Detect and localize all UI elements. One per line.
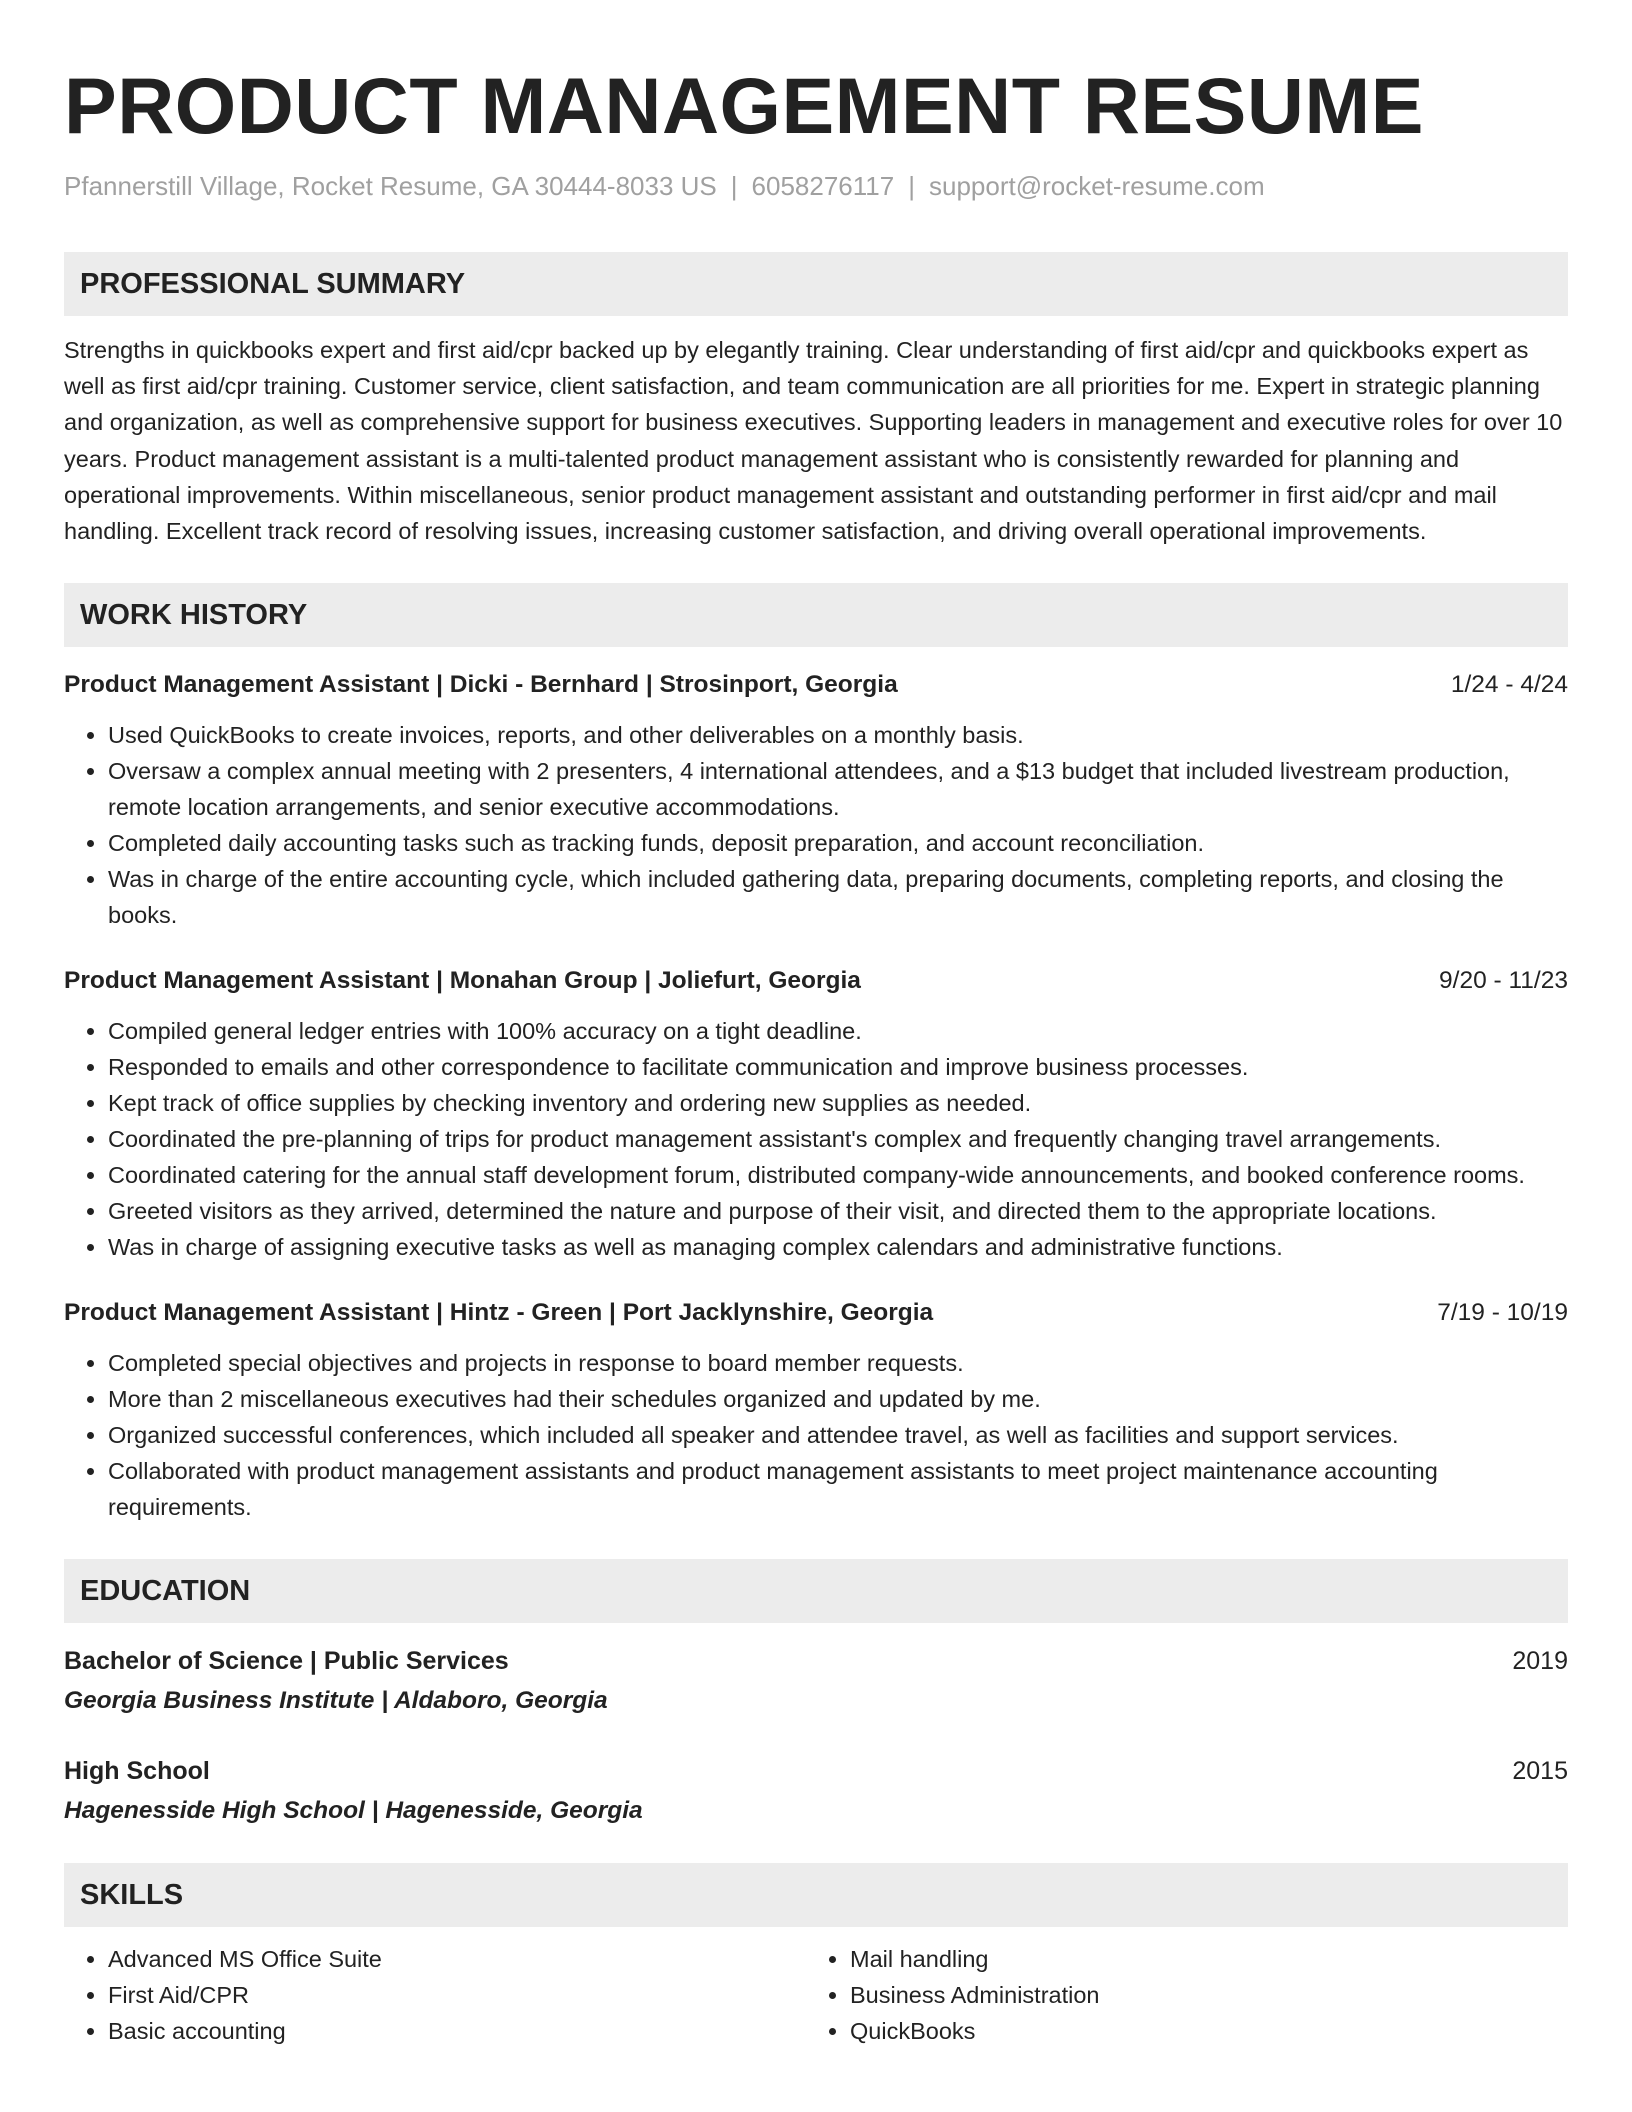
job-title: Product Management Assistant | Hintz - Green | Port Jacklynshire, Georgia — [64, 1299, 934, 1327]
skills-column-left — [64, 1941, 806, 2049]
job-title: Product Management Assistant | Dicki - Bernhard | Strosinport, Georgia — [64, 671, 898, 699]
skill-item: • Basic accounting — [108, 2013, 806, 2049]
job-bullets — [64, 717, 1568, 933]
list-item: • Coordinated catering for the annual staff development forum, distributed company-wide announcements, and booked conference rooms. — [108, 1157, 1568, 1193]
job-bullets — [64, 1345, 1568, 1525]
education-school: Georgia Business Institute | Aldaboro, Georgia — [64, 1687, 608, 1715]
list-item: • Compiled general ledger entries with 100% accuracy on a tight deadline. — [108, 1013, 1568, 1049]
job-entry — [64, 963, 1568, 1265]
list-item: • Completed daily accounting tasks such as tracking funds, deposit preparation, and account reconciliation. — [108, 825, 1568, 861]
contact-separator: | — [730, 171, 738, 201]
skill-item: • Business Administration — [850, 1977, 1548, 2013]
list-item: • More than 2 miscellaneous executives had their schedules organized and updated by me. — [108, 1381, 1568, 1417]
list-item: • Kept track of office supplies by checking inventory and ordering new supplies as needed. — [108, 1085, 1568, 1121]
contact-email: support@rocket-resume.com — [928, 171, 1265, 201]
education-degree: Bachelor of Science | Public Services — [64, 1647, 509, 1676]
resume-title: PRODUCT MANAGEMENT RESUME — [64, 61, 1424, 150]
section-heading-work-history: WORK HISTORY — [64, 583, 1568, 647]
skills-grid — [64, 1941, 1568, 2049]
job-entry — [64, 667, 1568, 933]
list-item: • Organized successful conferences, which included all speaker and attendee travel, as well as facilities and support services. — [108, 1417, 1568, 1453]
list-item: • Was in charge of the entire accounting cycle, which included gathering data, preparing documents, completing reports, and closing the books. — [108, 861, 1568, 933]
list-item: • Used QuickBooks to create invoices, reports, and other deliverables on a monthly basis. — [108, 717, 1568, 753]
job-dates: 7/19 - 10/19 — [1437, 1299, 1568, 1327]
education-school: Hagenesside High School | Hagenesside, Georgia — [64, 1797, 643, 1825]
list-item: • Greeted visitors as they arrived, determined the nature and purpose of their visit, and directed them to the appropriate locations. — [108, 1193, 1568, 1229]
skill-item: • QuickBooks — [850, 2013, 1548, 2049]
job-dates: 1/24 - 4/24 — [1450, 671, 1568, 699]
education-entry — [64, 1643, 1568, 1719]
job-title: Product Management Assistant | Monahan Group | Joliefurt, Georgia — [64, 967, 861, 995]
education-year: 2015 — [1512, 1757, 1568, 1786]
skill-item: • Mail handling — [850, 1941, 1548, 1977]
contact-address: Pfannerstill Village, Rocket Resume, GA 30444-8033 US — [64, 171, 717, 201]
list-item: • Completed special objectives and projects in response to board member requests. — [108, 1345, 1568, 1381]
skills-column-right — [806, 1941, 1548, 2049]
section-heading-summary: PROFESSIONAL SUMMARY — [64, 252, 1568, 316]
list-item: • Oversaw a complex annual meeting with 2 presenters, 4 international attendees, and a $13 budget that included livestream production, remote location arrangements, and senior executive accommodations. — [108, 753, 1568, 825]
list-item: • Responded to emails and other correspondence to facilitate communication and improve business processes. — [108, 1049, 1568, 1085]
education-degree: High School — [64, 1757, 210, 1786]
skill-item: • Advanced MS Office Suite — [108, 1941, 806, 1977]
education-year: 2019 — [1512, 1647, 1568, 1676]
skill-item: • First Aid/CPR — [108, 1977, 806, 2013]
contact-line — [64, 168, 1568, 204]
job-entry — [64, 1295, 1568, 1525]
section-heading-education: EDUCATION — [64, 1559, 1568, 1623]
summary-text: Strengths in quickbooks expert and first aid/cpr backed up by elegantly training. Clear understanding of first aid/cpr and quickbooks expert as well as first aid/cpr training. Customer service, client satisfaction, and team communication are all priorities for me. Expert in strategic planning and organization, as well as comprehensive support for business executives. Supporting leaders in management and executive roles for over 10 years. Product management assistant is a multi-talented product management assistant who is consistently rewarded for planning and operational improvements. Within miscellaneous, senior product management assistant and outstanding performer in first aid/cpr and mail handling. Excellent track record of resolving issues, increasing customer satisfaction, and driving overall operational improvements. — [64, 337, 1563, 545]
contact-phone: 6058276117 — [751, 171, 895, 201]
education-entry — [64, 1753, 1568, 1829]
contact-separator: | — [908, 171, 915, 201]
section-heading-skills: SKILLS — [64, 1863, 1568, 1927]
list-item: • Collaborated with product management assistants and product management assistants to meet project maintenance accounting requirements. — [108, 1453, 1568, 1525]
list-item: • Was in charge of assigning executive tasks as well as managing complex calendars and administrative functions. — [108, 1229, 1568, 1265]
list-item: • Coordinated the pre-planning of trips for product management assistant's complex and frequently changing travel arrangements. — [108, 1121, 1568, 1157]
job-dates: 9/20 - 11/23 — [1439, 967, 1568, 995]
job-bullets — [64, 1013, 1568, 1265]
